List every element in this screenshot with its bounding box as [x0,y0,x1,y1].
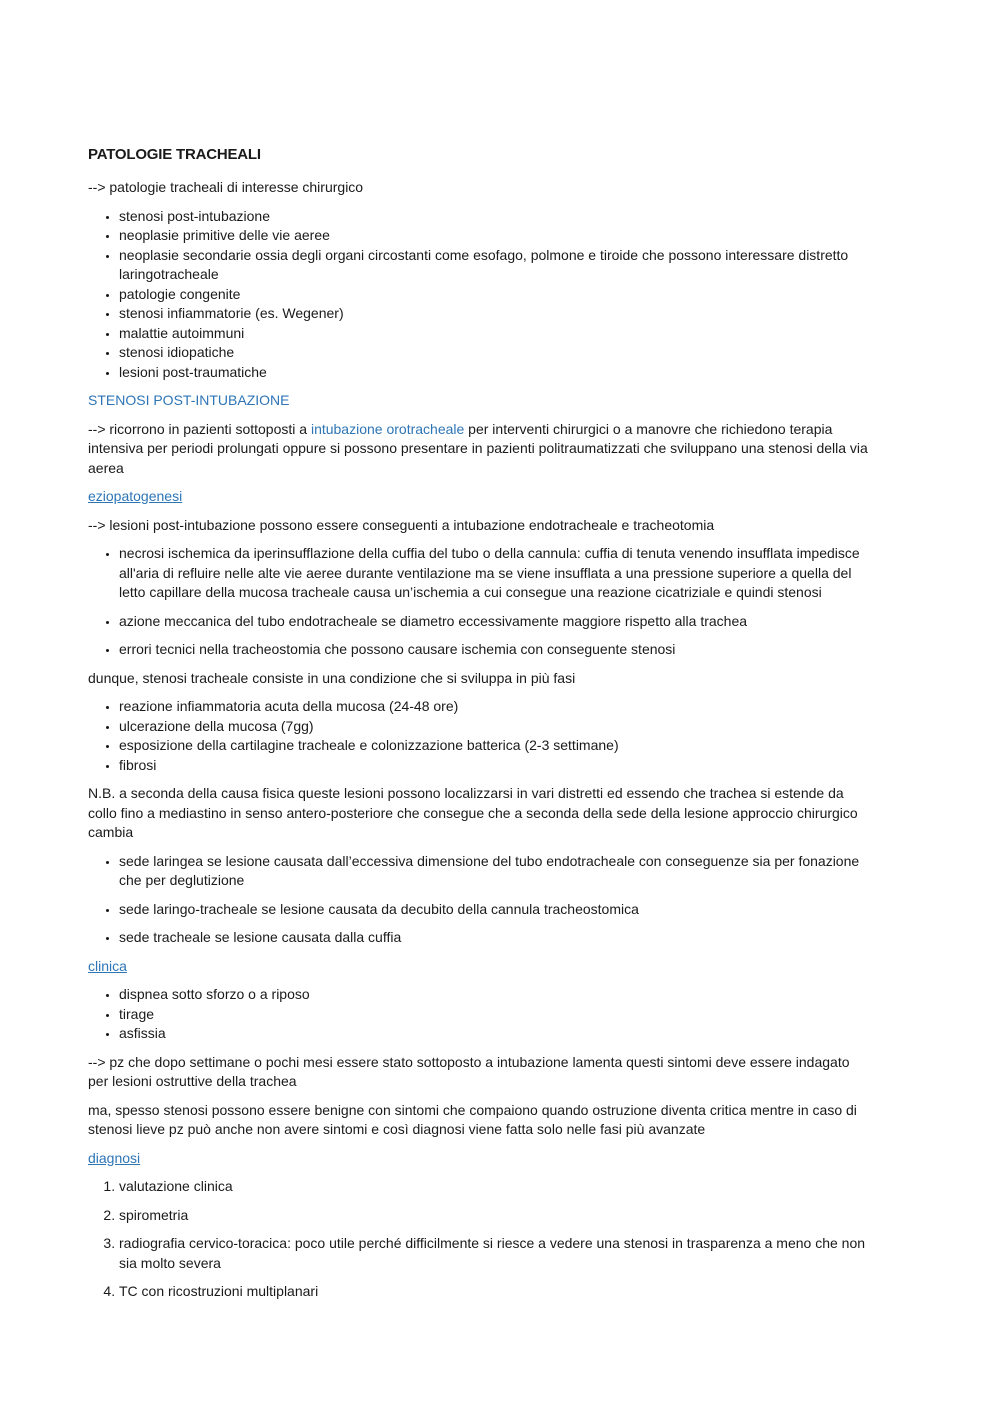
list-item: • stenosi infiammatorie (es. Wegener) [119,304,873,324]
intro-paragraph: --> patologie tracheali di interesse chirurgico [88,179,364,195]
eziopatogenesi-heading [88,487,873,507]
clinica-link[interactable]: clinica [88,957,127,974]
clinica-heading [88,957,873,977]
list-item: • azione meccanica del tubo endotracheale se diametro eccessivamente maggiore rispetto alla trachea [119,612,873,632]
page-title: PATOLOGIE TRACHEALI [88,146,261,163]
list-item: • malattie autoimmuni [119,324,873,344]
list-item: • esposizione della cartilagine tracheale e colonizzazione batterica (2-3 settimane) [119,736,873,756]
list-item: • fibrosi [119,756,873,776]
diagnosi-heading [88,1149,873,1169]
list-item: • lesioni post-traumatiche [119,363,873,383]
list-item: 3. radiografia cervico-toracica: poco utile perché difficilmente si riesce a vedere una stenosi in trasparenza a meno che non sia molto severa [119,1234,873,1273]
section-heading: STENOSI POST-INTUBAZIONE [88,392,290,408]
list-item: • sede laringo-tracheale se lesione causata da decubito della cannula tracheostomica [119,900,873,920]
list-item: • patologie congenite [119,285,873,305]
list-item: 2. spirometria [119,1206,873,1226]
list-item: • neoplasie secondarie ossia degli organi circostanti come esofago, polmone e tiroide che possono interessare distretto laringotracheale [119,246,873,285]
pathologies-list [88,207,873,383]
clinica-paragraph-1: --> pz che dopo settimane o pochi mesi essere stato sottoposto a intubazione lamenta questi sintomi deve essere indagato per lesioni ostruttive della trachea [88,1053,850,1089]
symptoms-list [88,985,873,1044]
list-item: • neoplasie primitive delle vie aeree [119,226,873,246]
section-intro-after: per interventi chirurgici o a manovre che richiedono terapia intensiva per periodi prolungati oppure si possono presentare in pazienti politraumatizzati che sviluppano una stenosi della via aerea [88,420,868,476]
list-item: • sede tracheale se lesione causata dalla cuffia [119,928,873,948]
list-item: • stenosi post-intubazione [119,207,873,227]
intubazione-link[interactable]: intubazione orotracheale [310,420,465,437]
list-item: • reazione infiammatoria acuta della mucosa (24-48 ore) [119,697,873,717]
list-item: • stenosi idiopatiche [119,343,873,363]
eziopatogenesi-intro: --> lesioni post-intubazione possono essere conseguenti a intubazione endotracheale e tracheotomia [88,516,715,533]
sites-list [88,852,873,948]
list-item: • tirage [119,1005,873,1025]
nb-paragraph: N.B. a seconda della causa fisica queste lesioni possono localizzarsi in vari distretti ed essendo che trachea si estende da collo fino a mediastino in senso antero-posteriore che consegue che a seconda della sede della lesione approccio chirurgico cambia [88,785,858,840]
section-intro-paragraph [88,420,873,479]
phases-list [88,697,873,775]
causes-list [88,544,873,660]
eziopatogenesi-link[interactable]: eziopatogenesi [88,488,183,504]
diagnosi-list [88,1177,873,1302]
list-item: 1. valutazione clinica [119,1177,873,1197]
list-item: • errori tecnici nella tracheostomia che possono causare ischemia con conseguente stenosi [119,640,873,660]
list-item: • dispnea sotto sforzo o a riposo [119,985,873,1005]
list-item: 4. TC con ricostruzioni multiplanari [119,1282,873,1302]
list-item: • ulcerazione della mucosa (7gg) [119,717,873,737]
list-item: • necrosi ischemica da iperinsufflazione della cuffia del tubo o della cannula: cuffia di tenuta venendo insufflata impedisce all'aria di refluire nelle alte vie aeree durante ventilazione ma se viene insufflata a una pressione superiore a quella del letto capillare della mucosa tracheale causa un’ischemia a cui consegue una reazione cicatriziale e quindi stenosi [119,544,873,603]
list-item: • asfissia [119,1024,873,1044]
section-intro-before: --> ricorrono in pazienti sottoposti a [88,420,311,437]
clinica-paragraph-2: ma, spesso stenosi possono essere benigne con sintomi che compaiono quando ostruzione diventa critica mentre in caso di stenosi lieve pz può anche non avere sintomi e così diagnosi viene fatta solo nelle fasi più avanzate [88,1101,857,1137]
diagnosi-link[interactable]: diagnosi [88,1149,141,1166]
document-content [88,145,873,1311]
phases-intro: dunque, stenosi tracheale consiste in una condizione che si sviluppa in più fasi [88,669,576,686]
list-item: • sede laringea se lesione causata dall’eccessiva dimensione del tubo endotracheale con conseguenze sia per fonazione che per deglutizione [119,852,873,891]
